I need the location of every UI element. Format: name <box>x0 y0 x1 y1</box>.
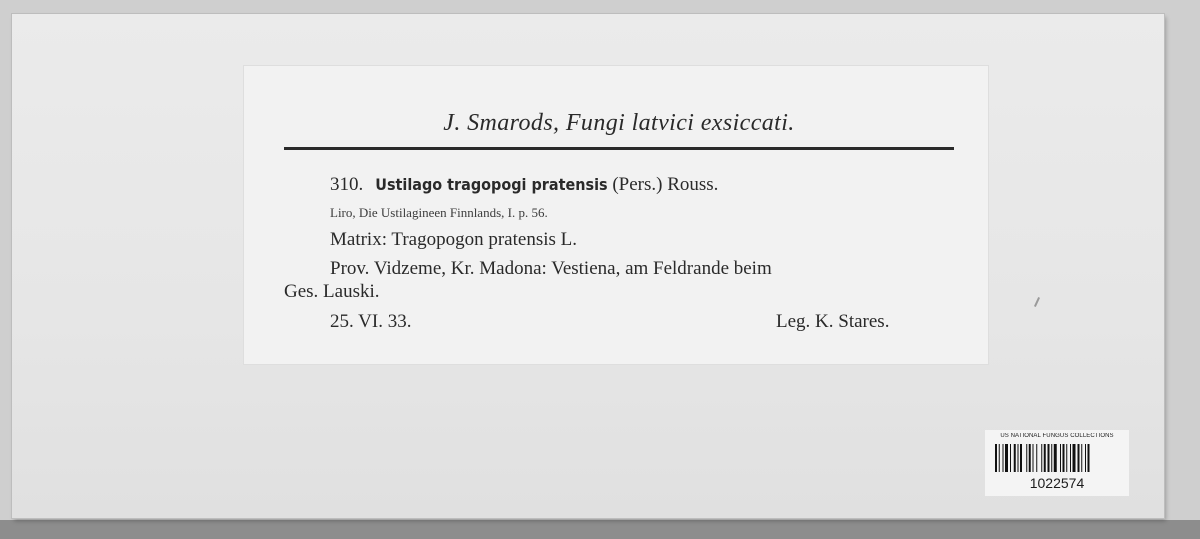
barcode-bar <box>995 444 997 472</box>
barcode-caption: US NATIONAL FUNGUS COLLECTIONS <box>1000 433 1114 439</box>
locality-line-2: Ges. Lauski. <box>284 281 380 302</box>
barcode-bar <box>1033 444 1034 472</box>
title-rule <box>284 147 954 150</box>
barcode-bar <box>1063 444 1065 472</box>
species-line <box>330 174 718 196</box>
species-name: Ustilago tragopogi pratensis <box>375 175 608 194</box>
barcode-bar <box>1029 444 1031 472</box>
barcode-bar <box>1014 444 1016 472</box>
barcode-bar <box>1078 444 1080 472</box>
matrix-line: Matrix: Tragopogon pratensis L. <box>330 229 577 250</box>
barcode-number: 1022574 <box>1029 475 1085 491</box>
barcode-label <box>985 430 1129 496</box>
barcode-bar <box>1044 444 1046 472</box>
barcode-bar <box>1051 444 1052 472</box>
barcode-bar <box>1081 444 1082 472</box>
barcode-bar <box>1066 444 1067 472</box>
barcode-bar <box>1070 444 1071 472</box>
barcode-bar <box>1018 444 1019 472</box>
barcode-bar <box>1041 444 1042 472</box>
barcode-bar <box>1036 444 1037 472</box>
specimen-number: 310. <box>330 174 364 195</box>
specimen-label <box>244 66 988 364</box>
locality-line-1: Prov. Vidzeme, Kr. Madona: Vestiena, am Feldrande beim <box>330 258 772 279</box>
barcode-bar <box>1054 444 1057 472</box>
barcode-bar <box>1085 444 1086 472</box>
barcode-bar <box>1060 444 1061 472</box>
barcode-bar <box>1003 444 1004 472</box>
label-title: J. Smarods, Fungi latvici exsiccati. <box>443 110 795 136</box>
barcode-bar <box>1005 444 1008 472</box>
pencil-mark <box>1034 297 1040 307</box>
collector: Leg. K. Stares. <box>776 311 890 332</box>
barcode-bar <box>999 444 1000 472</box>
barcode-bar <box>1010 444 1011 472</box>
barcode-bar <box>1020 444 1022 472</box>
barcode-bar <box>1088 444 1090 472</box>
background-edge <box>0 520 1200 539</box>
barcode-bar <box>1073 444 1076 472</box>
barcode-bar <box>1026 444 1027 472</box>
barcode-icon <box>995 444 1121 472</box>
species-authority: (Pers.) Rouss. <box>612 174 719 195</box>
barcode-bar <box>1048 444 1050 472</box>
literature-reference: Liro, Die Ustilagineen Finnlands, I. p. 56. <box>330 205 548 220</box>
collection-date: 25. VI. 33. <box>330 311 412 332</box>
